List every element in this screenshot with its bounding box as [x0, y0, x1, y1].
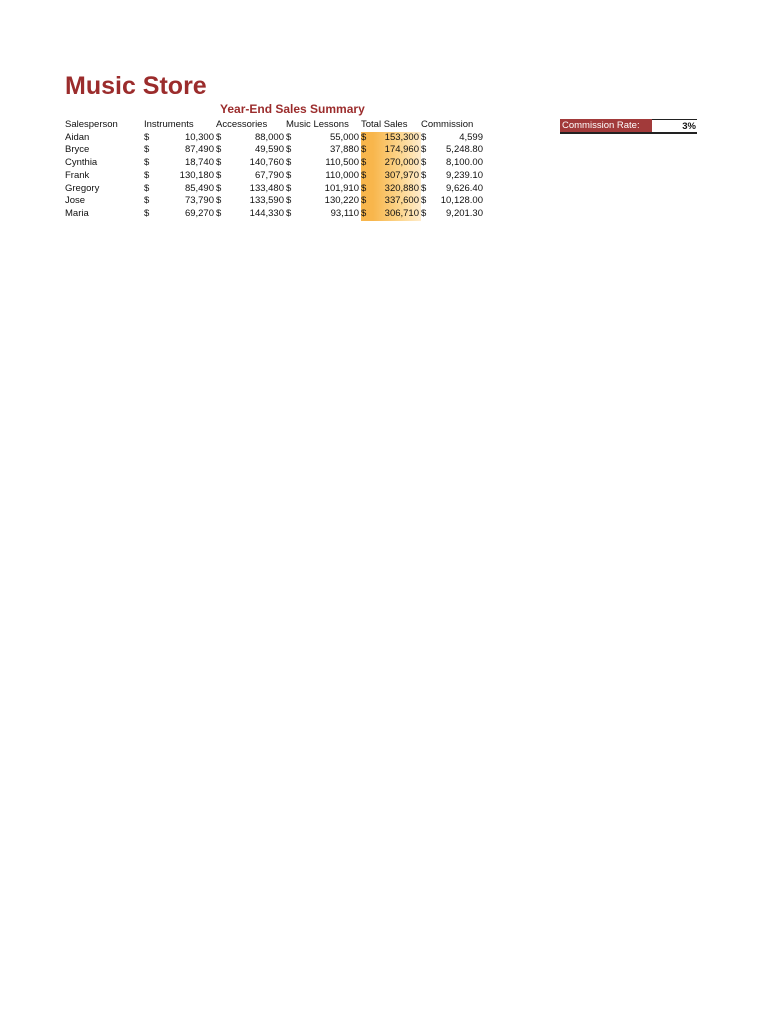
- instruments-cell[interactable]: 87,490: [184, 144, 214, 156]
- music-lessons-currency-cell[interactable]: $: [286, 131, 292, 143]
- sheet-subtitle: Year-End Sales Summary: [220, 102, 365, 116]
- commission-currency-cell[interactable]: $: [421, 131, 427, 143]
- header-total-sales[interactable]: Total Sales: [361, 119, 408, 130]
- music-lessons-currency-cell[interactable]: $: [286, 182, 292, 194]
- music-lessons-cell[interactable]: 101,910: [324, 182, 359, 194]
- music-lessons-currency-cell[interactable]: $: [286, 207, 292, 219]
- header-accessories[interactable]: Accessories: [216, 119, 268, 130]
- table-row: [65, 208, 485, 221]
- salesperson-cell[interactable]: Jose: [65, 195, 86, 207]
- instruments-cell[interactable]: 18,740: [184, 157, 214, 169]
- table-row: [65, 132, 485, 145]
- instruments-currency-cell[interactable]: $: [144, 207, 150, 219]
- instruments-currency-cell[interactable]: $: [144, 157, 150, 169]
- total-sales-cell[interactable]: 320,880: [373, 183, 421, 196]
- music-lessons-currency-cell[interactable]: $: [286, 144, 292, 156]
- music-lessons-cell[interactable]: 110,000: [325, 169, 359, 181]
- sales-table: [65, 119, 485, 221]
- accessories-cell[interactable]: 140,760: [249, 157, 284, 169]
- table-row: [65, 183, 485, 196]
- music-lessons-currency-cell[interactable]: $: [286, 195, 292, 207]
- accessories-currency-cell[interactable]: $: [216, 131, 222, 143]
- salesperson-cell[interactable]: Gregory: [65, 182, 100, 194]
- header-salesperson[interactable]: Salesperson: [65, 119, 118, 130]
- salesperson-cell[interactable]: Bryce: [65, 144, 90, 156]
- commission-currency-cell[interactable]: $: [421, 182, 427, 194]
- instruments-cell[interactable]: 69,270: [184, 207, 214, 219]
- total-sales-currency-cell[interactable]: $: [361, 144, 373, 157]
- music-lessons-cell[interactable]: 130,220: [324, 195, 359, 207]
- accessories-currency-cell[interactable]: $: [216, 157, 222, 169]
- commission-currency-cell[interactable]: $: [421, 207, 427, 219]
- commission-currency-cell[interactable]: $: [421, 144, 427, 156]
- total-sales-cell[interactable]: 270,000: [373, 157, 421, 170]
- header-row: [65, 119, 485, 132]
- total-sales-currency-cell[interactable]: $: [361, 183, 373, 196]
- commission-rate-label[interactable]: Commission Rate:: [560, 119, 652, 132]
- commission-rate-box: [560, 119, 697, 134]
- instruments-currency-cell[interactable]: $: [144, 169, 150, 181]
- accessories-cell[interactable]: 49,590: [254, 144, 284, 156]
- table-body: [65, 132, 485, 221]
- commission-rate-value[interactable]: 3%: [652, 119, 697, 132]
- total-sales-currency-cell[interactable]: $: [361, 195, 373, 208]
- music-lessons-cell[interactable]: 55,000: [329, 131, 359, 143]
- accessories-currency-cell[interactable]: $: [216, 144, 222, 156]
- commission-cell[interactable]: 10,128.00: [440, 195, 483, 207]
- instruments-cell[interactable]: 130,180: [179, 169, 214, 181]
- table-row: [65, 157, 485, 170]
- header-commission[interactable]: Commission: [421, 119, 474, 130]
- commission-currency-cell[interactable]: $: [421, 195, 427, 207]
- accessories-cell[interactable]: 144,330: [249, 207, 284, 219]
- salesperson-cell[interactable]: Cynthia: [65, 157, 98, 169]
- accessories-currency-cell[interactable]: $: [216, 195, 222, 207]
- total-sales-currency-cell[interactable]: $: [361, 170, 373, 183]
- total-sales-currency-cell[interactable]: $: [361, 132, 373, 145]
- header-music-lessons[interactable]: Music Lessons: [286, 119, 349, 130]
- instruments-currency-cell[interactable]: $: [144, 195, 150, 207]
- music-lessons-cell[interactable]: 37,880: [329, 144, 359, 156]
- commission-cell[interactable]: 8,100.00: [446, 157, 483, 169]
- music-lessons-cell[interactable]: 110,500: [325, 157, 359, 169]
- instruments-cell[interactable]: 73,790: [184, 195, 214, 207]
- total-sales-cell[interactable]: 307,970: [373, 170, 421, 183]
- instruments-currency-cell[interactable]: $: [144, 144, 150, 156]
- total-sales-currency-cell[interactable]: $: [361, 157, 373, 170]
- commission-currency-cell[interactable]: $: [421, 169, 427, 181]
- table-row: [65, 170, 485, 183]
- total-sales-cell[interactable]: 174,960: [373, 144, 421, 157]
- commission-currency-cell[interactable]: $: [421, 157, 427, 169]
- accessories-cell[interactable]: 67,790: [254, 169, 284, 181]
- music-lessons-currency-cell[interactable]: $: [286, 169, 292, 181]
- accessories-cell[interactable]: 133,590: [249, 195, 284, 207]
- total-sales-currency-cell[interactable]: $: [361, 208, 373, 221]
- instruments-currency-cell[interactable]: $: [144, 131, 150, 143]
- instruments-cell[interactable]: 10,300: [184, 131, 214, 143]
- salesperson-cell[interactable]: Frank: [65, 169, 90, 181]
- accessories-currency-cell[interactable]: $: [216, 169, 222, 181]
- music-lessons-cell[interactable]: 93,110: [330, 207, 359, 219]
- commission-cell[interactable]: 9,239.10: [446, 169, 483, 181]
- accessories-cell[interactable]: 133,480: [249, 182, 284, 194]
- instruments-cell[interactable]: 85,490: [184, 182, 214, 194]
- total-sales-cell[interactable]: 153,300: [373, 132, 421, 145]
- total-sales-cell[interactable]: 337,600: [373, 195, 421, 208]
- header-instruments[interactable]: Instruments: [144, 119, 194, 130]
- commission-cell[interactable]: 9,626.40: [446, 182, 483, 194]
- commission-cell[interactable]: 5,248.80: [446, 144, 483, 156]
- salesperson-cell[interactable]: Aidan: [65, 131, 90, 143]
- music-lessons-currency-cell[interactable]: $: [286, 157, 292, 169]
- accessories-cell[interactable]: 88,000: [254, 131, 284, 143]
- salesperson-cell[interactable]: Maria: [65, 207, 89, 219]
- table-row: [65, 195, 485, 208]
- instruments-currency-cell[interactable]: $: [144, 182, 150, 194]
- accessories-currency-cell[interactable]: $: [216, 182, 222, 194]
- table-row: [65, 144, 485, 157]
- total-sales-cell[interactable]: 306,710: [373, 208, 421, 221]
- accessories-currency-cell[interactable]: $: [216, 207, 222, 219]
- commission-cell[interactable]: 4,599: [459, 131, 483, 143]
- commission-cell[interactable]: 9,201.30: [446, 207, 483, 219]
- page-title: Music Store: [65, 72, 207, 100]
